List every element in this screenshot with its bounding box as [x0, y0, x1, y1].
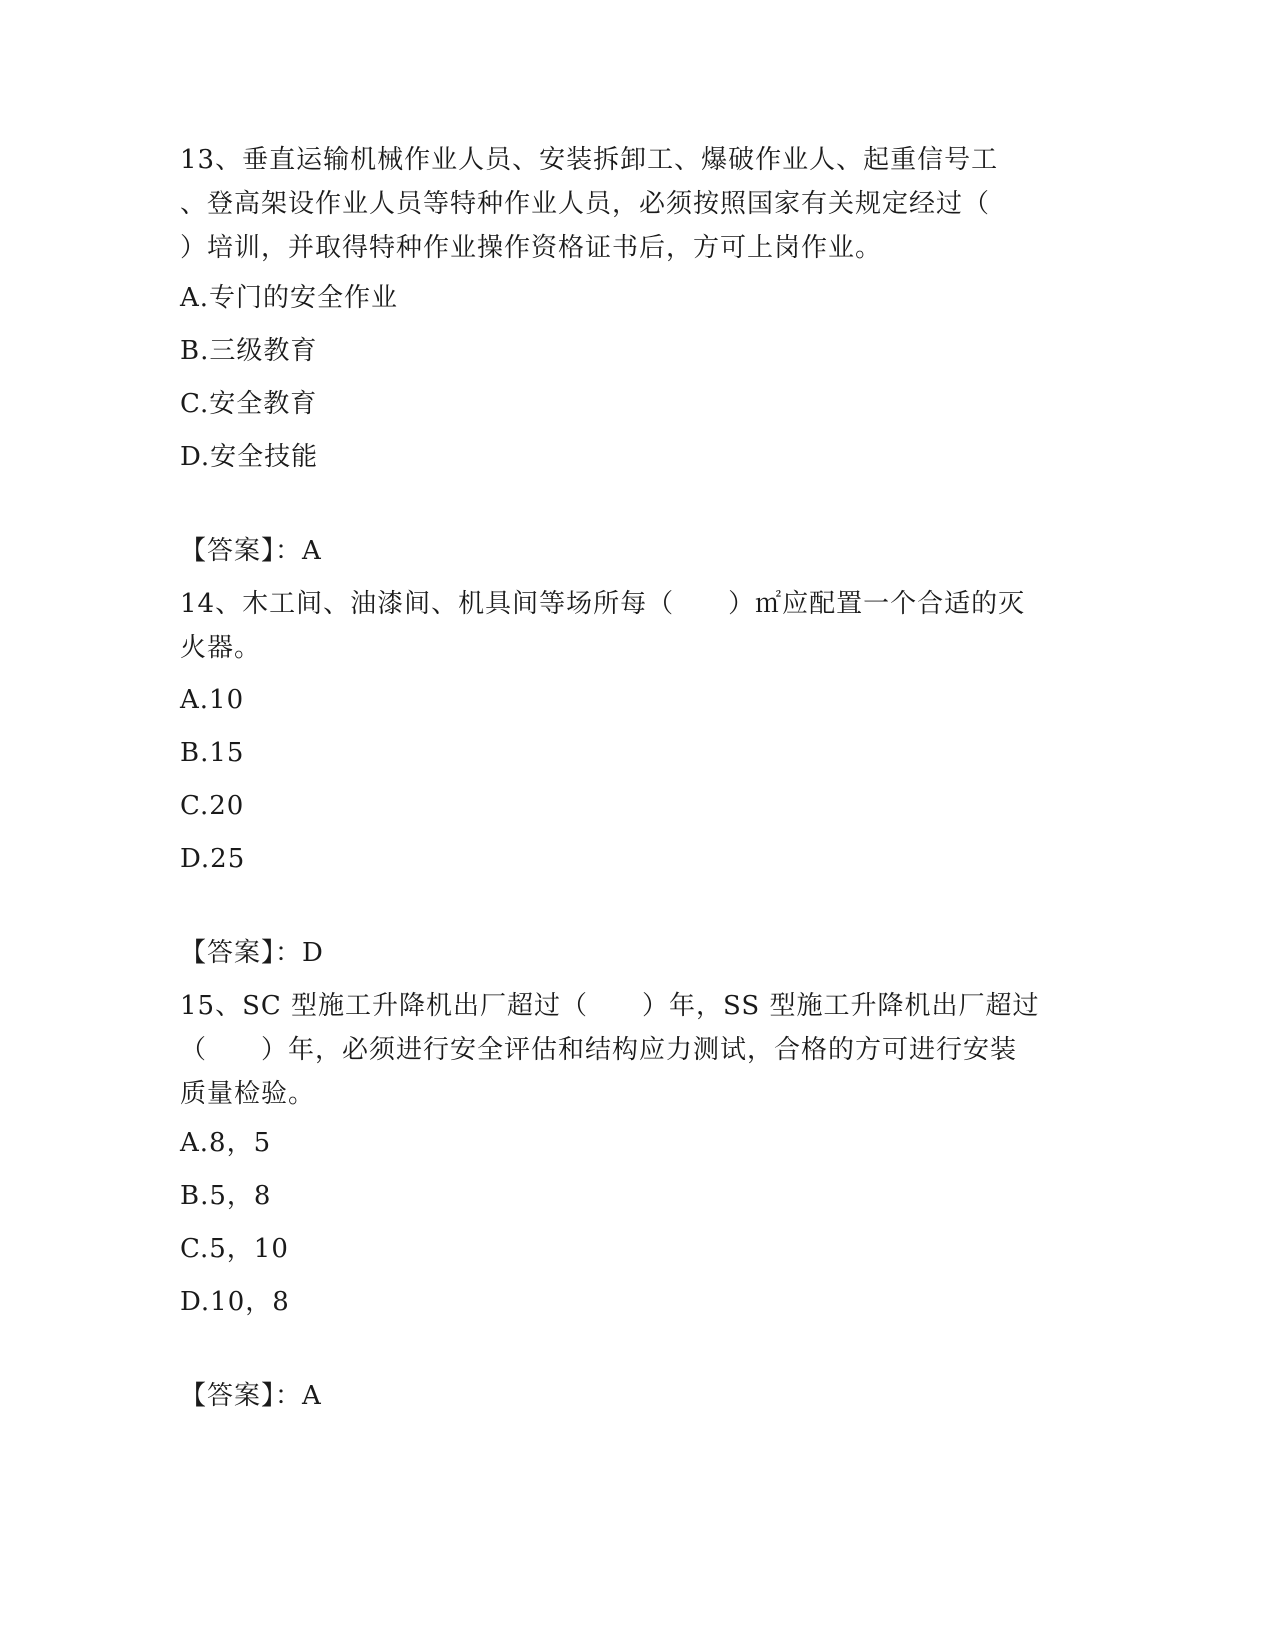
- question-15-stem: [180, 984, 1060, 1116]
- question-13-option-c: C.安全教育: [180, 389, 318, 419]
- question-14-option-a: A.10: [180, 685, 245, 715]
- stem-line: （ ）年，必须进行安全评估和结构应力测试，合格的方可进行安装: [180, 1035, 1018, 1065]
- question-13-option-a: A.专门的安全作业: [180, 283, 399, 313]
- question-14-answer: 【答案】：D: [180, 938, 324, 968]
- question-15-option-d: D.10，8: [180, 1287, 290, 1317]
- question-15-option-b: B.5，8: [180, 1181, 272, 1211]
- question-13-option-d: D.安全技能: [180, 442, 319, 472]
- stem-line: 、登高架设作业人员等特种作业人员，必须按照国家有关规定经过（: [180, 189, 991, 219]
- stem-line: 13、垂直运输机械作业人员、安装拆卸工、爆破作业人、起重信号工: [180, 145, 999, 175]
- question-15-answer: 【答案】：A: [180, 1381, 322, 1411]
- question-13-stem: [180, 138, 1060, 270]
- question-14-option-b: B.15: [180, 738, 245, 768]
- question-14-stem: [180, 582, 1060, 670]
- question-14-option-d: D.25: [180, 844, 246, 874]
- stem-line: 14、木工间、油漆间、机具间等场所每（ ）㎡应配置一个合适的灭: [180, 589, 1026, 619]
- stem-line: ）培训，并取得特种作业操作资格证书后，方可上岗作业。: [180, 233, 883, 263]
- question-13-answer: 【答案】：A: [180, 536, 322, 566]
- question-13-option-b: B.三级教育: [180, 336, 318, 366]
- stem-line: 15、SC 型施工升降机出厂超过（ ）年，SS 型施工升降机出厂超过: [180, 991, 1040, 1021]
- stem-line: 质量检验。: [180, 1079, 316, 1109]
- question-15-option-c: C.5，10: [180, 1234, 289, 1264]
- document-page: [180, 0, 1060, 1650]
- stem-line: 火器。: [180, 633, 262, 663]
- question-14-option-c: C.20: [180, 791, 245, 821]
- question-15-option-a: A.8，5: [180, 1128, 272, 1158]
